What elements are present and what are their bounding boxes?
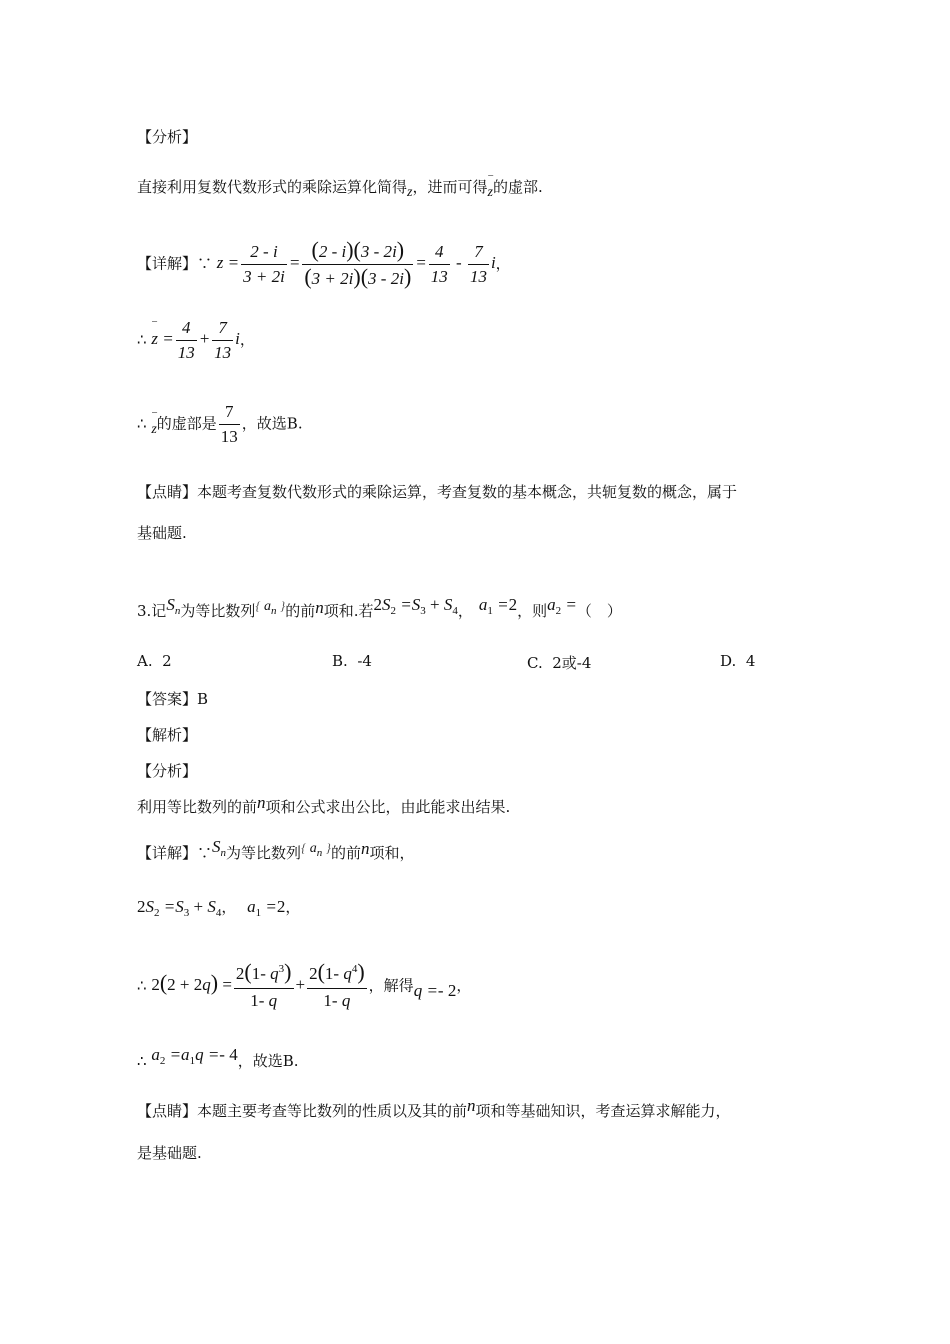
- analysis-text-a: 直接利用复数代数形式的乘除运算化简得: [137, 178, 408, 196]
- detail-text-b: 为等比数列: [226, 844, 302, 862]
- detail-text-d: 项和，: [369, 844, 415, 862]
- comment-line-2: 是基础题.: [137, 1144, 202, 1162]
- analysis-heading: 【分析】: [137, 762, 198, 780]
- therefore-symbol: ∴: [137, 1052, 147, 1070]
- math-an: { $a_n$ }: [255, 598, 286, 617]
- math-n: n: [360, 839, 370, 858]
- comment-line-2: 基础题.: [137, 524, 187, 542]
- detail-line-4: [137, 1045, 299, 1074]
- detail-heading: 【详解】∵: [137, 254, 213, 273]
- math-zbar: ‾ z: [487, 182, 492, 204]
- comment-line-1: [137, 1096, 731, 1122]
- detail-line-2: [137, 896, 300, 920]
- analysis-text-b: 项和公式求出公比，由此能求出结果.: [265, 798, 511, 816]
- stem-g: （ ）: [576, 602, 622, 620]
- math-Sn: $S_n$: [166, 595, 181, 617]
- step-tail: ，: [456, 976, 472, 995]
- math-z: z: [407, 185, 413, 200]
- comment-line-1: [137, 481, 737, 503]
- choice-c[interactable]: C. 2或-4: [527, 654, 592, 672]
- math-Sn: $S_n$: [212, 837, 227, 859]
- analysis-text: [137, 793, 511, 818]
- stem-d: 项和.若: [323, 602, 374, 620]
- step3-tail: ，故选B.: [241, 414, 303, 433]
- stem-e: ，: [457, 602, 473, 620]
- analysis-heading: 【分析】: [137, 128, 198, 146]
- comment-heading: 【点睛】: [137, 483, 198, 501]
- therefore-symbol: ∴: [137, 976, 147, 995]
- eq-a1: $a_1 =2$: [478, 595, 518, 617]
- math-n: n: [467, 1096, 476, 1115]
- comma: ，: [221, 898, 237, 916]
- choice-b[interactable]: B. -4: [332, 652, 372, 670]
- stem-f: ，则: [517, 602, 548, 620]
- step2-tail: ，: [239, 330, 255, 349]
- eq-sum-formula: 2(2 + 2q) = $\frac{2(1- q^3)}{1- q}$ + $\frac{2(1- q^4)}{1- q}$: [151, 959, 365, 1010]
- stem-b: 为等比数列: [180, 602, 256, 620]
- stem-a: 3.记: [137, 602, 167, 620]
- step1-tail: ，: [495, 254, 511, 273]
- step3-mid: 的虚部是: [156, 414, 217, 433]
- analysis-text: [137, 176, 543, 200]
- choice-d[interactable]: D. 4: [720, 652, 756, 670]
- frac-7-13: $\frac{7}{13}$: [220, 402, 238, 446]
- detail-step-2: [137, 318, 255, 363]
- math-a2: $a_2$ =: [547, 595, 577, 617]
- analysis-text-a: 利用等比数列的前: [137, 798, 258, 816]
- eq-2S2: $2S_2 =S_3 + S_4$: [137, 897, 222, 919]
- eq-zbar: ‾ z = $\frac{4}{13}$ + $\frac{7}{13}$ i: [151, 329, 240, 348]
- comment-text-1: 本题考查复数代数形式的乘除运算，考查复数的基本概念，共轭复数的概念，属于: [197, 483, 738, 501]
- detail-step-3: [137, 402, 303, 447]
- analysis-text-b: ，进而可得: [412, 178, 488, 196]
- math-an: { $a_n$ }: [301, 840, 331, 859]
- comment-heading: 【点睛】: [137, 1102, 198, 1120]
- eq-z-fraction: z = $\frac{2 - i}{3 + 2i}$ = $\frac{(2 - i)(3 - 2i)}{(3 + 2i)(3 - 2i)}$ = $\frac{4}{13}$ - $\frac{7}{13}$ i: [216, 237, 496, 289]
- detail-step-1: [137, 237, 511, 289]
- therefore-symbol: ∴: [137, 330, 147, 349]
- math-n: n: [315, 598, 324, 617]
- detail-line-1: [137, 837, 415, 866]
- answer-line: 【答案】B: [137, 690, 209, 708]
- choice-a[interactable]: A. 2: [137, 652, 172, 670]
- analysis-text-c: 的虚部.: [492, 178, 543, 196]
- comma: ，: [285, 898, 301, 916]
- solution-heading: 【解析】: [137, 726, 198, 744]
- detail-heading: 【详解】∵: [137, 844, 213, 862]
- step-mid: ，解得: [368, 976, 414, 995]
- final-tail: ，故选B.: [237, 1052, 299, 1070]
- detail-text-c: 的前: [330, 844, 361, 862]
- comment-text-a: 本题主要考查等比数列的性质以及其的前: [197, 1102, 468, 1120]
- eq-a1: $a_1 =2$: [247, 897, 286, 919]
- therefore-symbol: ∴: [137, 414, 147, 433]
- math-zbar: ‾ z: [151, 419, 156, 441]
- math-n: n: [257, 793, 266, 812]
- eq-q: q =- 2: [413, 981, 457, 1001]
- question-3-stem: [137, 595, 622, 624]
- comment-text-b: 项和等基础知识，考查运算求解能力，: [475, 1102, 731, 1120]
- eq-2S2: $2S_2 =S_3 + S_4$: [373, 595, 458, 617]
- stem-c: 的前: [285, 602, 316, 620]
- detail-line-3: [137, 959, 472, 1011]
- eq-a2: $a_2 =a_1q =- 4$: [151, 1045, 238, 1067]
